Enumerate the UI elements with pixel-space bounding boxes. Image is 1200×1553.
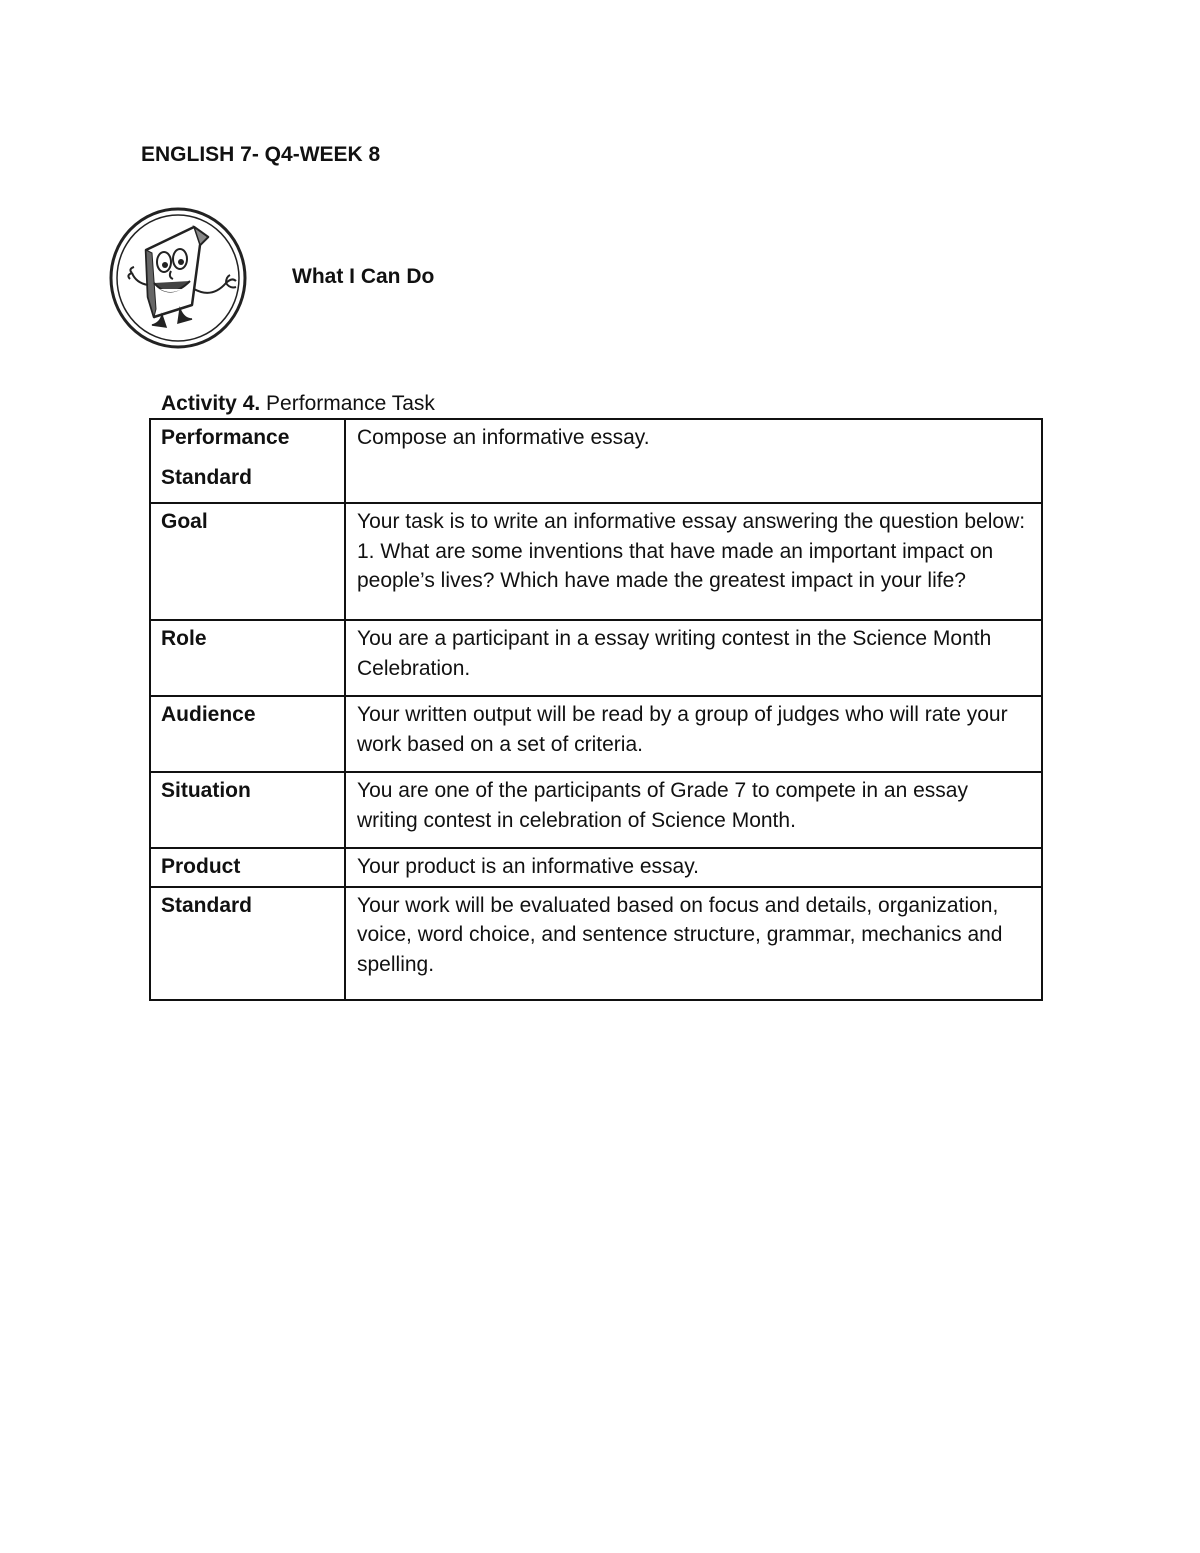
- table-row: [150, 887, 1042, 1000]
- row-value: Your written output will be read by a group of judges who will rate your work based on a set of criteria.: [345, 696, 1042, 772]
- paper-mascot-icon: [108, 205, 250, 351]
- row-label: Role: [150, 620, 345, 696]
- table-row: [150, 696, 1042, 772]
- row-value: Your work will be evaluated based on focus and details, organization, voice, word choice, and sentence structure, grammar, mechanics and spelling.: [345, 887, 1042, 1000]
- row-value: Your task is to write an informative essay answering the question below: 1. What are some inventions that have made an important impact on people’s lives? Which have made the greatest impact in your life?: [345, 503, 1042, 620]
- row-value: You are a participant in a essay writing contest in the Science Month Celebration.: [345, 620, 1042, 696]
- table-row: [150, 503, 1042, 620]
- row-label: [150, 419, 345, 503]
- row-value: Your product is an informative essay.: [345, 848, 1042, 887]
- activity-name: Performance Task: [260, 392, 435, 415]
- section-title: What I Can Do: [292, 265, 435, 288]
- row-label: Situation: [150, 772, 345, 848]
- row-label-line2: Standard: [161, 466, 253, 489]
- table-row: [150, 772, 1042, 848]
- table-row: [150, 419, 1042, 503]
- document-title: ENGLISH 7- Q4-WEEK 8: [141, 143, 381, 166]
- table-row: [150, 620, 1042, 696]
- row-value: Compose an informative essay.: [345, 419, 1042, 503]
- row-label: Product: [150, 848, 345, 887]
- activity-caption: [161, 391, 435, 417]
- table-row: [150, 848, 1042, 887]
- row-label: Audience: [150, 696, 345, 772]
- row-label: Goal: [150, 503, 345, 620]
- row-value: You are one of the participants of Grade 7 to compete in an essay writing contest in celebration of Science Month.: [345, 772, 1042, 848]
- activity-label: Activity 4.: [161, 392, 261, 415]
- row-label: Standard: [150, 887, 345, 1000]
- performance-task-table: [149, 418, 1043, 1001]
- row-label-line1: Performance: [161, 426, 290, 449]
